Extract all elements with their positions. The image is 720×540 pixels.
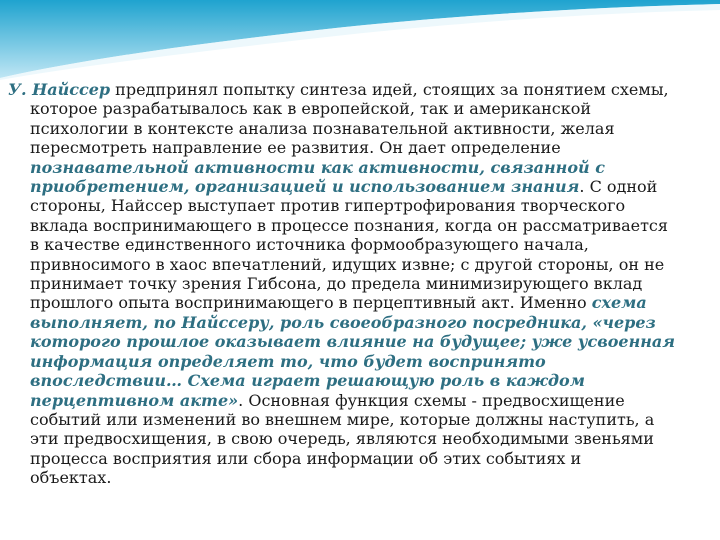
text-line	[8, 235, 714, 254]
text-line	[8, 196, 714, 215]
text-line	[8, 293, 714, 312]
text-run: вклада воспринимающего в процессе познания, когда он рассматривается	[30, 215, 668, 235]
text-run: которое разрабатывалось как в европейской, так и американской	[30, 99, 592, 119]
text-run: событий или изменений во внешнем мире, которые должны наступить, а	[30, 409, 655, 429]
emphasized-text: У. Найссер	[8, 80, 111, 99]
slide-body-text	[8, 80, 714, 488]
emphasized-text: которого прошлое оказывает влияние на будущее; уже усвоенная	[30, 332, 676, 352]
emphasized-text: познавательной активности как активности, связанной с	[30, 157, 605, 177]
text-run: процесса восприятия или сбора информации об этих событиях и	[30, 448, 582, 468]
text-line	[8, 80, 714, 99]
emphasized-text: схема	[591, 293, 647, 313]
text-line	[8, 332, 714, 351]
emphasized-text: приобретением, организацией и использованием знания	[30, 177, 580, 197]
emphasized-text: информация определяет то, что будет воспринято	[30, 351, 546, 371]
text-line	[8, 313, 714, 332]
text-line	[8, 391, 714, 410]
text-run: стороны, Найссер выступает против гипертрофирования творческого	[30, 196, 626, 216]
text-line	[8, 274, 714, 293]
text-run: объектах.	[30, 468, 112, 488]
text-line	[8, 429, 714, 448]
text-run: . С одной	[579, 177, 658, 197]
text-line	[8, 449, 714, 468]
text-run: психологии в контексте анализа познавательной активности, желая	[30, 118, 615, 138]
text-run: эти предвосхищения, в свою очередь, являются необходимыми звеньями	[30, 429, 654, 449]
text-run: принимает точку зрения Гибсона, до предела минимизирующего вклад	[30, 274, 643, 294]
text-line	[8, 352, 714, 371]
emphasized-text: впоследствии… Схема играет решающую роль в каждом	[30, 371, 585, 391]
emphasized-text: перцептивном акте»	[30, 390, 239, 410]
text-run: привносимого в хаос впечатлений, идущих извне; с другой стороны, он не	[30, 254, 665, 274]
text-line	[8, 99, 714, 118]
text-run: прошлого опыта воспринимающего в перцептивный акт. Именно	[30, 293, 592, 313]
text-line	[8, 468, 714, 487]
text-line	[8, 410, 714, 429]
text-run: предпринял попытку синтеза идей, стоящих за понятием схемы,	[110, 80, 669, 99]
text-line	[8, 158, 714, 177]
text-line	[8, 371, 714, 390]
text-line	[8, 216, 714, 235]
emphasized-text: выполняет, по Найссеру, роль своеобразного посредника, «через	[30, 312, 656, 332]
text-line	[8, 119, 714, 138]
text-line	[8, 255, 714, 274]
header-wave-decoration	[0, 0, 720, 80]
text-run: в качестве единственного источника формообразующего начала,	[30, 235, 589, 255]
text-run: пересмотреть направление ее развития. Он дает определение	[30, 138, 561, 158]
text-line	[8, 138, 714, 157]
text-run: . Основная функция схемы - предвосхищение	[238, 390, 625, 410]
text-line	[8, 177, 714, 196]
